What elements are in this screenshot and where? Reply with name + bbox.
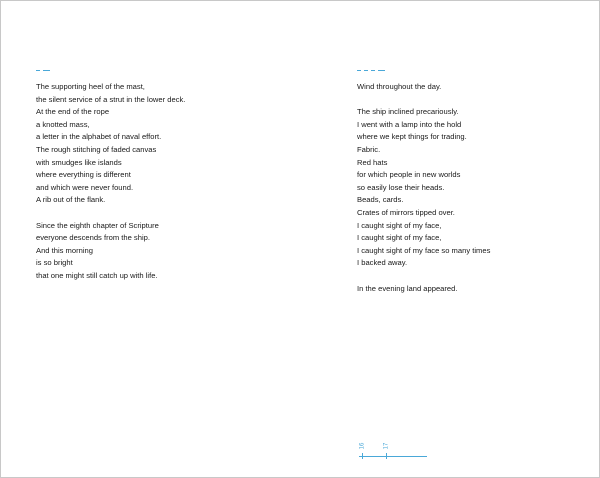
poem-line: The ship inclined precariously.	[357, 107, 459, 117]
folio-rule	[359, 456, 427, 457]
poem-line: I caught sight of my face so many times	[357, 245, 491, 255]
poem-line: Beads, cards.	[357, 195, 404, 205]
stanza-break	[36, 207, 185, 220]
poem-line: is so bright	[36, 258, 73, 268]
poem-line: The rough stitching of faded canvas	[36, 144, 157, 154]
stanza-break	[357, 94, 490, 107]
poem-line: In the evening land appeared.	[357, 283, 458, 293]
poem-line: a letter in the alphabet of naval effort.	[36, 132, 162, 142]
poem-line: Since the eighth chapter of Scripture	[36, 220, 159, 230]
right-page	[300, 1, 599, 477]
poem-line: I went with a lamp into the hold	[357, 119, 462, 129]
poem-line: Red hats	[357, 157, 388, 167]
page-number-left: 16	[359, 442, 366, 450]
poem-line: The supporting heel of the mast,	[36, 82, 145, 91]
poem-line: I backed away.	[357, 258, 408, 268]
poem-line: that one might still catch up with life.	[36, 270, 158, 280]
poem-line: the silent service of a strut in the lower deck.	[36, 94, 186, 104]
section-mark	[36, 69, 50, 72]
poem-line: for which people in new worlds	[357, 170, 461, 180]
poem-line: where we kept things for trading.	[357, 132, 467, 142]
stanza-break	[357, 270, 490, 283]
poem-left	[36, 81, 185, 283]
poem-line: and which were never found.	[36, 182, 134, 192]
poem-line: Fabric.	[357, 144, 381, 154]
poem-line: At the end of the rope	[36, 107, 110, 117]
poem-line: with smudges like islands	[36, 157, 122, 167]
poem-line: everyone descends from the ship.	[36, 233, 150, 243]
poem-line: so easily lose their heads.	[357, 182, 445, 192]
poem-line: I caught sight of my face,	[357, 233, 442, 243]
poem-line: Crates of mirrors tipped over.	[357, 207, 455, 217]
poem-line: And this morning	[36, 245, 93, 255]
folio	[359, 441, 427, 461]
section-mark	[357, 69, 385, 72]
poem-right	[357, 81, 490, 295]
poem-line: I caught sight of my face,	[357, 220, 442, 230]
poem-line: A rib out of the flank.	[36, 195, 106, 205]
poem-line: where everything is different	[36, 170, 131, 180]
poem-line: a knotted mass,	[36, 119, 90, 129]
left-page	[1, 1, 300, 477]
poem-line: Wind throughout the day.	[357, 82, 442, 91]
page-number-right: 17	[383, 442, 390, 450]
